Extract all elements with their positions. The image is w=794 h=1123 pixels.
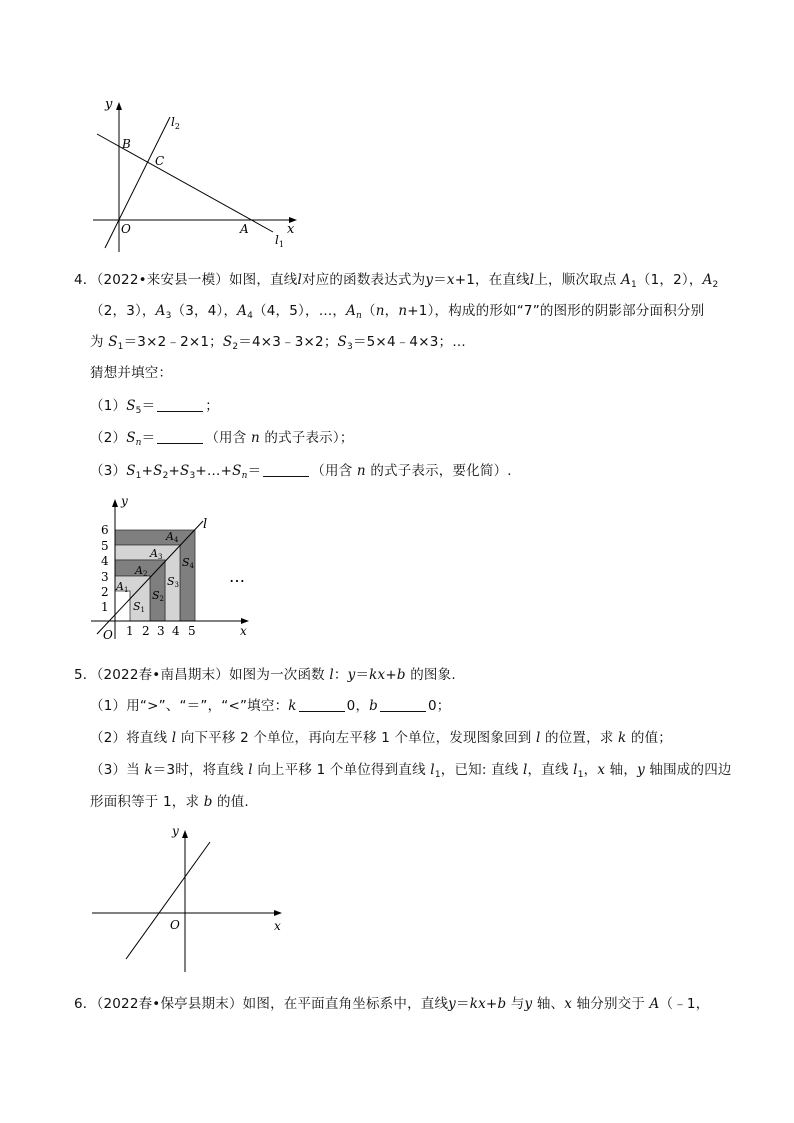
q5-part-3: （3）当 k＝3时，将直线 l 向上平移 1 个单位得到直线 $l_1$，已知: 直线 l，直线 $l_1$，x 轴，y 轴围成的四边 [90, 762, 732, 780]
label-S2: S2 [152, 589, 165, 603]
xtick: 2 [142, 624, 150, 638]
line-l [126, 842, 210, 959]
xtick: 1 [126, 624, 134, 638]
label-O: O [170, 918, 180, 932]
xtick: 4 [172, 624, 180, 638]
label-x: x [240, 624, 247, 638]
label-A1: A1 [116, 580, 129, 594]
label-x: x [287, 222, 295, 237]
y-axis-arrow [116, 102, 122, 110]
q4-guess: 猜想并填空： [90, 365, 173, 381]
y-axis-arrow [182, 830, 188, 838]
figure-intersecting-lines [85, 92, 310, 262]
ytick: 6 [101, 523, 109, 537]
label-l1: $l_1$ [275, 233, 284, 249]
label-y: y [172, 824, 179, 838]
xtick: 5 [188, 624, 196, 638]
label-S1: S1 [133, 600, 146, 614]
label-O: O [121, 222, 131, 236]
q5-part-2: （2）将直线 l 向下平移 2 个单位，再向左平移 1 个单位，发现图象回到 l 的位置，求 k 的值； [90, 730, 673, 746]
answer-blank[interactable] [157, 399, 203, 412]
figure-linear-function [88, 822, 293, 974]
q5-part-3-cont: 形面积等于 1，求 b 的值. [90, 794, 249, 810]
label-O: O [103, 628, 113, 642]
ellipsis: … [229, 567, 245, 586]
label-A: A [240, 222, 249, 236]
q4-part-3: $(3)S_1+S_2+S_3+\dots+S_n=$ （用含 n 的式子表示，要化简）. [90, 463, 512, 481]
ytick: 1 [101, 600, 109, 614]
q4-line-1: 4．（2022•来安县一模）如图，直线l对应的函数表达式为y＝x+1，在直线l上，顺次取点 $A_1(1$，2），$A_2$ [74, 272, 719, 290]
label-C: C [155, 154, 165, 168]
figure-shaded-areas [85, 493, 265, 645]
label-A2: A2 [135, 564, 148, 578]
q5-line-1: 5．（2022春•南昌期末）如图为一次函数 l：y＝kx+b 的图象. [74, 667, 456, 683]
label-A3: A3 [150, 547, 163, 561]
ytick: 3 [101, 570, 109, 584]
label-S4: S4 [182, 556, 195, 570]
ytick: 4 [101, 554, 109, 568]
label-l2: $l_2$ [171, 115, 180, 131]
answer-blank[interactable] [157, 431, 203, 444]
q4-part-1: $(1)S_5=$ ； [90, 398, 219, 416]
label-B: B [122, 137, 131, 151]
q4-line-3: 为 $S_1=3\times 2﹣2\times 1$；$S_2=4\times 3﹣3\times 2$；$S_3=5\times 4﹣4\times 3$；… [90, 334, 466, 352]
y-axis-arrow [112, 499, 118, 507]
label-A4: A4 [166, 530, 179, 544]
answer-blank[interactable] [380, 699, 426, 712]
label-y: y [121, 494, 128, 508]
answer-blank[interactable] [263, 464, 309, 477]
label-S3: S3 [167, 575, 180, 589]
q4-part-2: $(2)S_n=$ （用含 n 的式子表示）； [90, 430, 354, 448]
xtick: 3 [157, 624, 165, 638]
label-l: l [203, 517, 208, 532]
line-l2 [105, 117, 170, 248]
q6-line-1: 6．（2022春•保亭县期末）如图，在平面直角坐标系中，直线y＝kx+b 与y 轴、x 轴分别交于 A（﹣1， [74, 996, 710, 1012]
label-y: y [105, 97, 113, 112]
label-x: x [274, 919, 281, 933]
x-axis-arrow [274, 910, 282, 916]
q4-line-2: （2，3），$A_3(3$，4），$A_4(4$，5），…，$A_n(n$，n+1），构成的形如“7”的图形的阴影部分面积分别 [90, 303, 705, 321]
q5-part-1: （1）用“>”、“＝”，“<”填空：k 0，b 0； [90, 698, 451, 714]
ytick: 2 [101, 585, 109, 599]
answer-blank[interactable] [299, 699, 345, 712]
ytick: 5 [101, 539, 109, 553]
